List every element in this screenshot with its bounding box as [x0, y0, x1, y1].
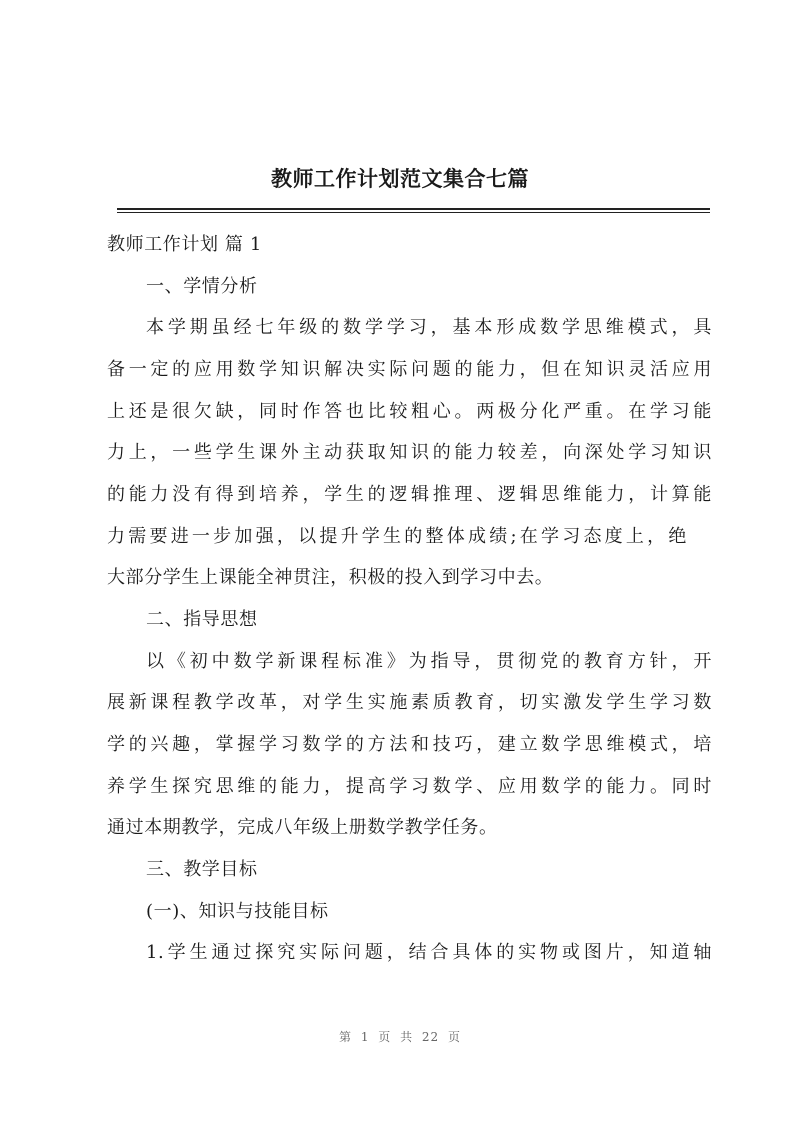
paragraph-line: 学的兴趣，掌握学习数学的方法和技巧，建立数学思维模式，培	[107, 734, 712, 755]
section-heading: 二、指导思想	[146, 609, 258, 630]
title-rule	[117, 208, 710, 210]
paragraph-line: 备一定的应用数学知识解决实际问题的能力，但在知识灵活应用	[107, 359, 712, 380]
paragraph-line: 力需要进一步加强，以提升学生的整体成绩;在学习态度上，绝	[107, 526, 687, 547]
paragraph-line: 养学生探究思维的能力，提高学习数学、应用数学的能力。同时	[107, 776, 712, 797]
paragraph-line: 通过本期教学，完成八年级上册数学教学任务。	[107, 817, 498, 838]
paragraph-line: 上还是很欠缺，同时作答也比较粗心。两极分化严重。在学习能	[107, 401, 712, 422]
section-heading: 三、教学目标	[146, 859, 258, 880]
paragraph-line: 1.学生通过探究实际问题，结合具体的实物或图片，知道轴	[146, 942, 712, 963]
paragraph-line: 的能力没有得到培养，学生的逻辑推理、逻辑思维能力，计算能	[107, 484, 712, 505]
plan-heading: 教师工作计划 篇 1	[107, 234, 262, 255]
paragraph-line: 力上，一些学生课外主动获取知识的能力较差，向深处学习知识	[107, 442, 712, 463]
paragraph-line: 以《初中数学新课程标准》为指导，贯彻党的教育方针，开	[146, 651, 712, 672]
paragraph-line: 本学期虽经七年级的数学学习，基本形成数学思维模式，具	[146, 317, 712, 338]
page-footer: 第 1 页 共 22 页	[339, 1030, 461, 1044]
paragraph-line: 大部分学生上课能全神贯注，积极的投入到学习中去。	[107, 567, 554, 588]
section-heading: 一、学情分析	[146, 276, 258, 297]
page-title: 教师工作计划范文集合七篇	[271, 166, 529, 191]
subsection-heading: (一)、知识与技能目标	[146, 901, 329, 922]
paragraph-line: 展新课程教学改革，对学生实施素质教育，切实激发学生学习数	[107, 692, 712, 713]
